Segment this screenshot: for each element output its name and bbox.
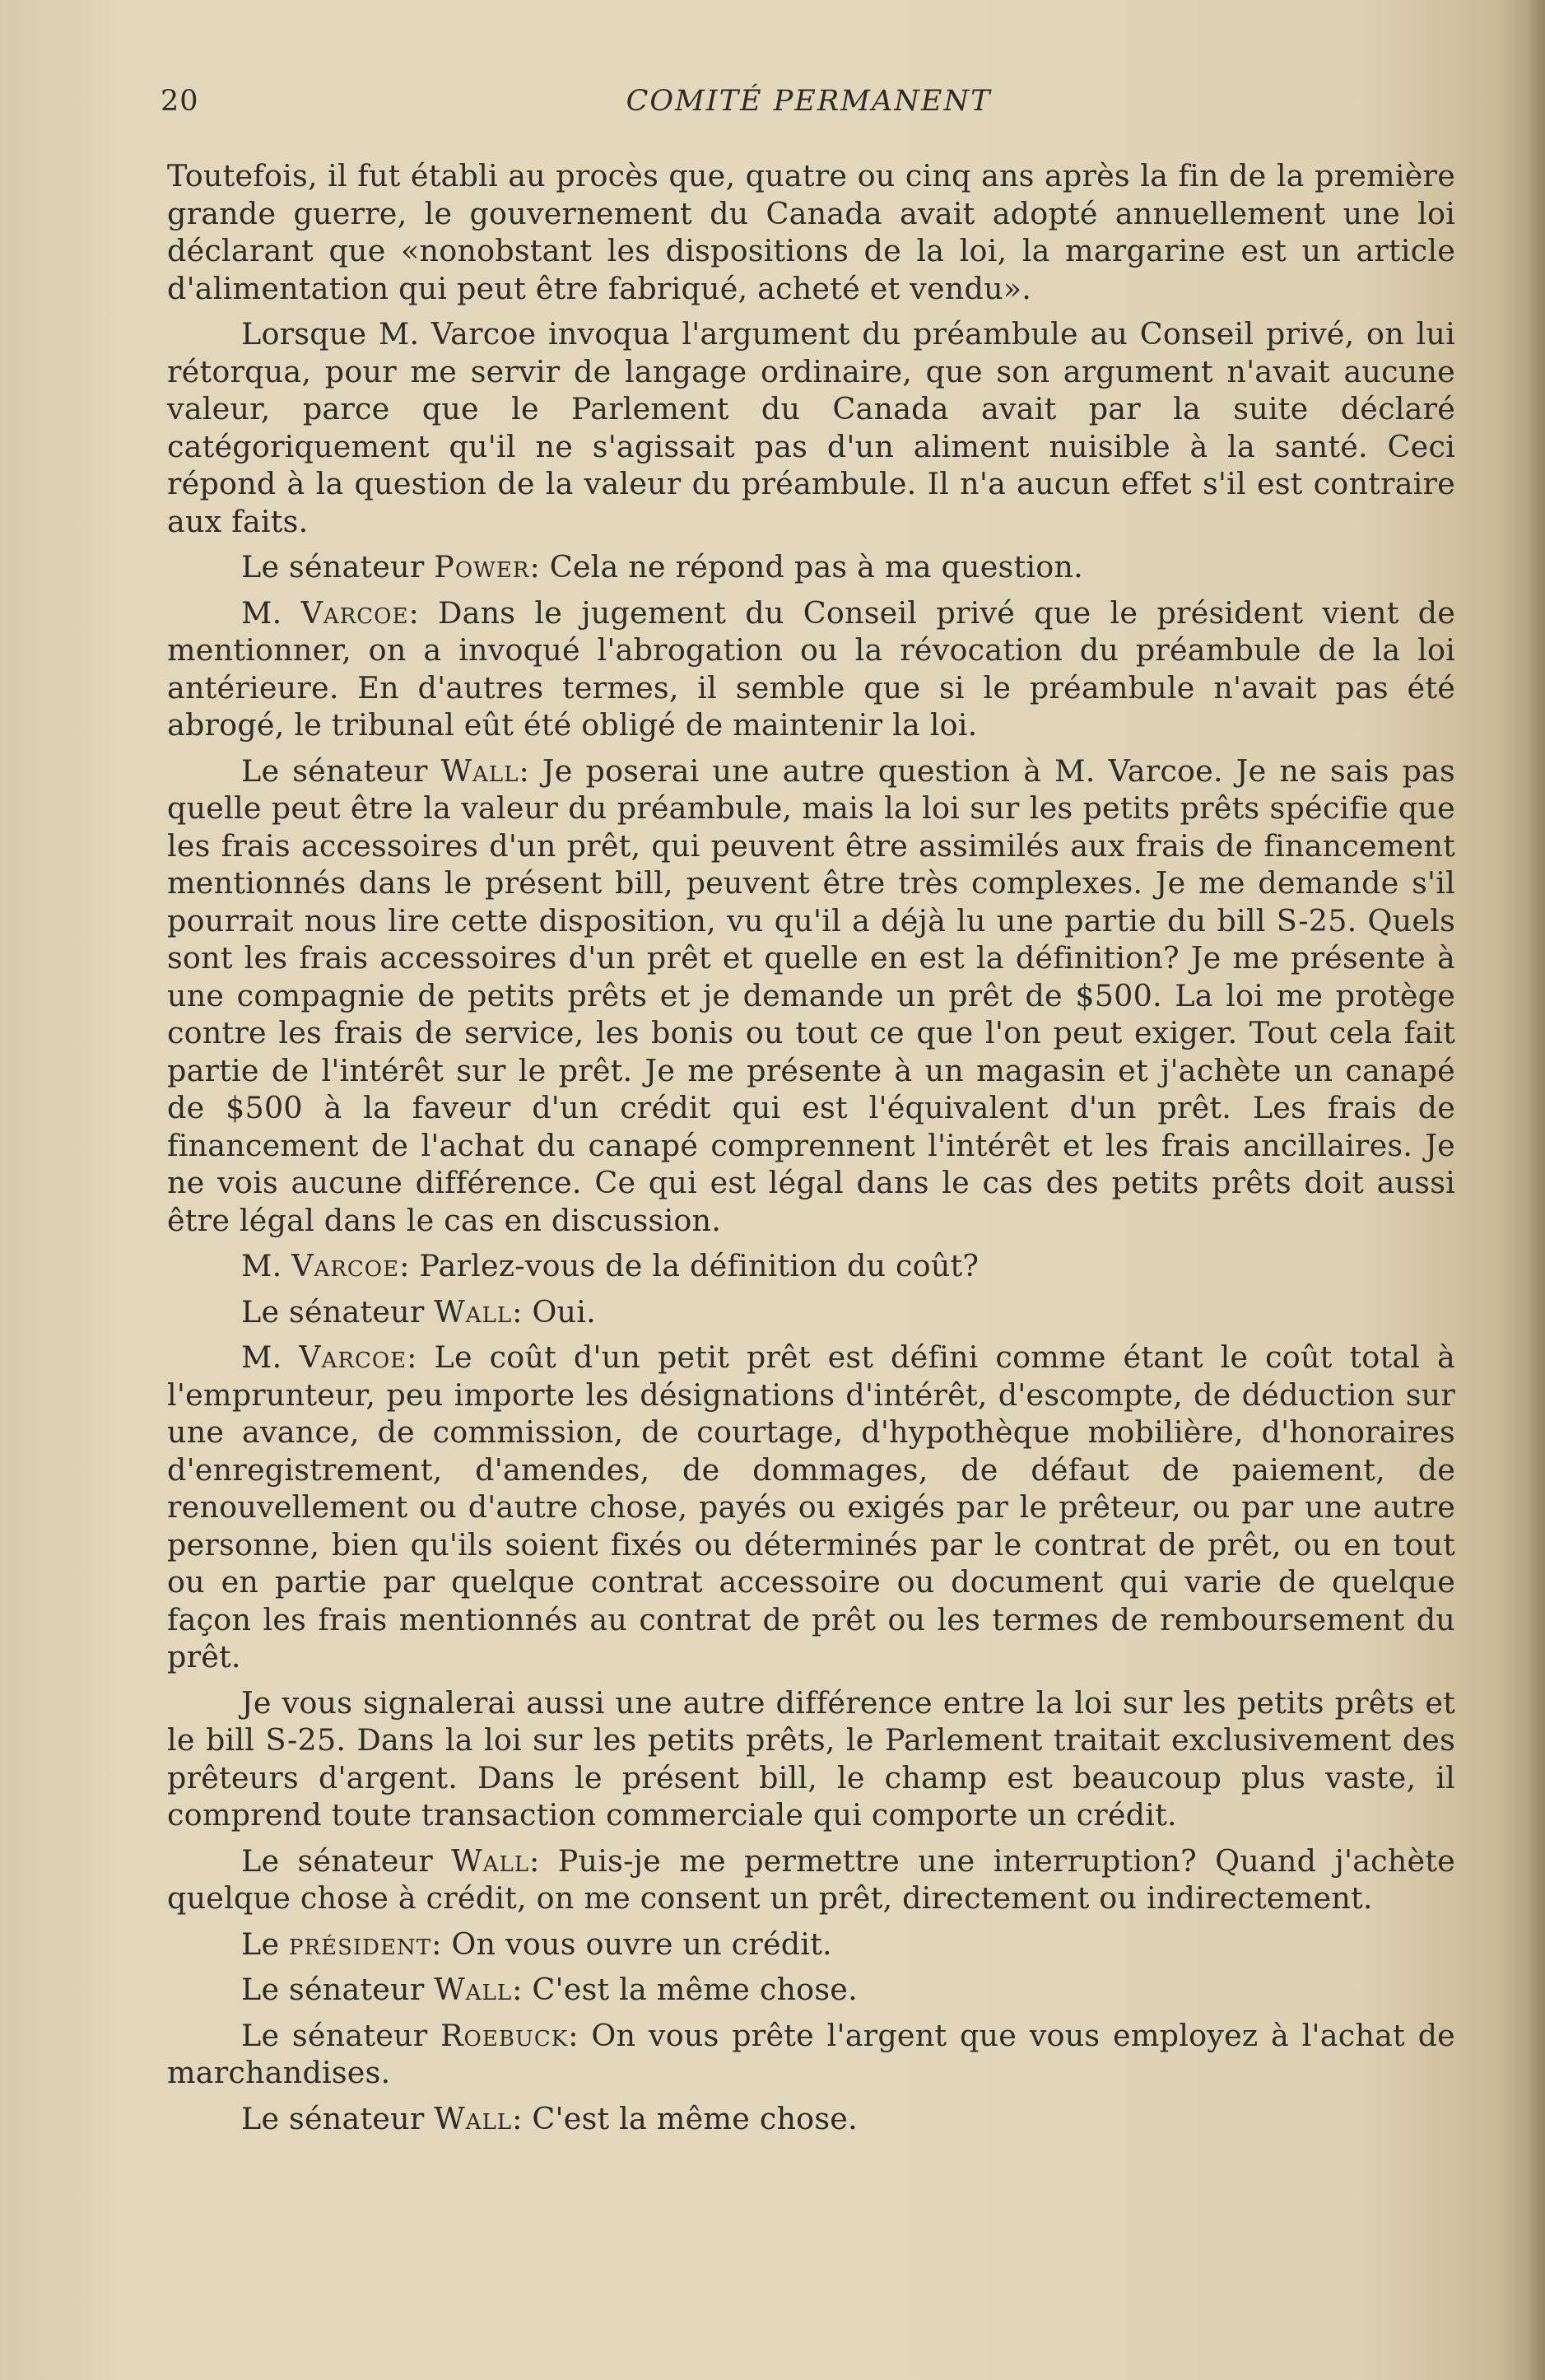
paragraph [167,315,1455,540]
page-edge-shadow [1527,0,1545,2380]
paragraph [167,157,1455,307]
speaker-name: Wall [434,1293,513,1330]
page-header-title: COMITÉ PERMANENT [626,85,992,118]
speaker-name: Varcoe [300,594,409,631]
paragraph-text: Lorsque M. Varcoe invoqua l'argument du préambule au Conseil privé, on lui rétorqua, pour me servir de langage ordinaire, que son argument n'avait aucune valeur, parce que le Parlement du Canada avait par la suite déclaré catégoriquement qu'il ne s'agissait pas d'un aliment nuisible à la santé. Ceci répond à la question de la valeur du préambule. Il n'a aucun effet s'il est contraire aux faits. [167,316,1455,539]
paragraph-text: : C'est la même chose. [512,1972,858,2007]
paragraph-text: : Je poserai une autre question à M. Varcoe. Je ne sais pas quelle peut être la valeur du préambule, mais la loi sur les petits prêts spécifie que les frais accessoires d'un prêt, qui peuvent être assimilés aux frais de financement mentionnés dans le présent bill, peuvent être très complexes. Je me demande s'il pourrait nous lire cette disposition, vu qu'il a déjà lu une partie du bill S-25. Quels sont les frais accessoires d'un prêt et quelle en est la définition? Je me présente à une compagnie de petits prêts et je demande un prêt de $500. La loi me protège contre les frais de service, les bonis ou tout ce que l'on peut exiger. Tout cela fait partie de l'intérêt sur le prêt. Je me présente à un magasin et j'achète un canapé de $500 à la faveur d'un crédit qui est l'équivalent d'un prêt. Les frais de financement de l'achat du canapé comprennent l'intérêt et les frais ancillaires. Je ne vois aucune différence. Ce qui est légal dans le cas des petits prêts doit aussi être légal dans le cas en discussion. [167,752,1455,1238]
paragraph [167,594,1455,744]
paragraph-text: : On vous prête l'argent que vous employez à l'achat de marchandises. [167,2017,1455,2090]
page-number: 20 [161,85,199,118]
speaker-name: Roebuck [440,2017,569,2053]
paragraph-text: : Oui. [512,1293,596,1330]
paragraph [167,1293,1455,1331]
paragraph-text: : Cela ne répond pas à ma question. [529,549,1083,585]
paragraph [167,2100,1455,2138]
paragraph [167,548,1455,586]
speaker-prefix: Le sénateur [241,1293,435,1330]
paragraph-text: Toutefois, il fut établi au procès que, quatre ou cinq ans après la fin de la première grande guerre, le gouvernement du Canada avait adopté annuellement une loi déclarant que «nonobstant les dispositions de la loi, la margarine est un article d'alimentation qui peut être fabriqué, acheté et vendu». [167,158,1455,306]
speaker-prefix: Le sénateur [241,752,441,789]
paragraph [167,1971,1455,2009]
speaker-name: Wall [434,2100,513,2136]
speaker-prefix: M. [241,1248,292,1283]
paragraph [167,752,1455,1240]
speaker-name: Wall [451,1842,530,1879]
paragraph [167,1247,1455,1285]
transcript-body [167,157,1455,2145]
paragraph-text: : Parlez-vous de la définition du coût? [399,1248,980,1283]
paragraph [167,1842,1455,1917]
speaker-name: Wall [434,1972,513,2007]
paragraph-text: : Dans le jugement du Conseil privé que le président vient de mentionner, on a invoqué l'abrogation ou la révocation du préambule de la loi antérieure. En d'autres termes, il semble que si le préambule n'avait pas été abrogé, le tribunal eût été obligé de maintenir la loi. [167,594,1456,743]
paragraph [167,2017,1455,2092]
speaker-name: Power [434,549,530,585]
paragraph-text: : C'est la même chose. [512,2100,858,2136]
speaker-prefix: Le [241,1926,290,1962]
speaker-name: Varcoe [299,1339,407,1375]
speaker-name: président [289,1926,432,1962]
running-head [161,85,1457,126]
speaker-prefix: M. [241,594,301,631]
paragraph-text: : Le coût d'un petit prêt est défini comme étant le coût total à l'emprunteur, peu importe les désignations d'intérêt, d'escompte, de déduction sur une avance, de commission, de courtage, d'hypothèque mobilière, d'honoraires d'enregistrement, d'amendes, de dommages, de défaut de paiement, de renouvellement ou d'autre chose, payés ou exigés par le prêteur, ou par une autre personne, bien qu'ils soient fixés ou déterminés par le contrat de prêt, ou en tout ou en partie par quelque contrat accessoire ou document qui varie de quelque façon les frais mentionnés au contrat de prêt ou les termes de remboursement du prêt. [167,1339,1455,1674]
speaker-prefix: M. [241,1339,300,1375]
speaker-prefix: Le sénateur [241,2100,435,2136]
speaker-prefix: Le sénateur [241,1972,435,2007]
paragraph [167,1684,1455,1834]
paragraph [167,1926,1455,1963]
speaker-name: Varcoe [291,1248,400,1283]
speaker-prefix: Le sénateur [241,549,435,585]
paragraph [167,1339,1455,1676]
paragraph-text: : On vous ouvre un crédit. [431,1926,832,1962]
paragraph-text: Je vous signalerai aussi une autre différence entre la loi sur les petits prêts et le bill S-25. Dans la loi sur les petits prêts, le Parlement traitait exclusivement des prêteurs d'argent. Dans le présent bill, le champ est beaucoup plus vaste, il comprend toute transaction commerciale qui comporte un crédit. [167,1684,1455,1833]
speaker-prefix: Le sénateur [241,1842,452,1879]
speaker-prefix: Le sénateur [241,2017,441,2053]
paragraph-text: : Puis-je me permettre une interruption? Quand j'achète quelque chose à crédit, on me consent un prêt, directement ou indirectement. [167,1842,1455,1916]
speaker-name: Wall [440,752,519,789]
